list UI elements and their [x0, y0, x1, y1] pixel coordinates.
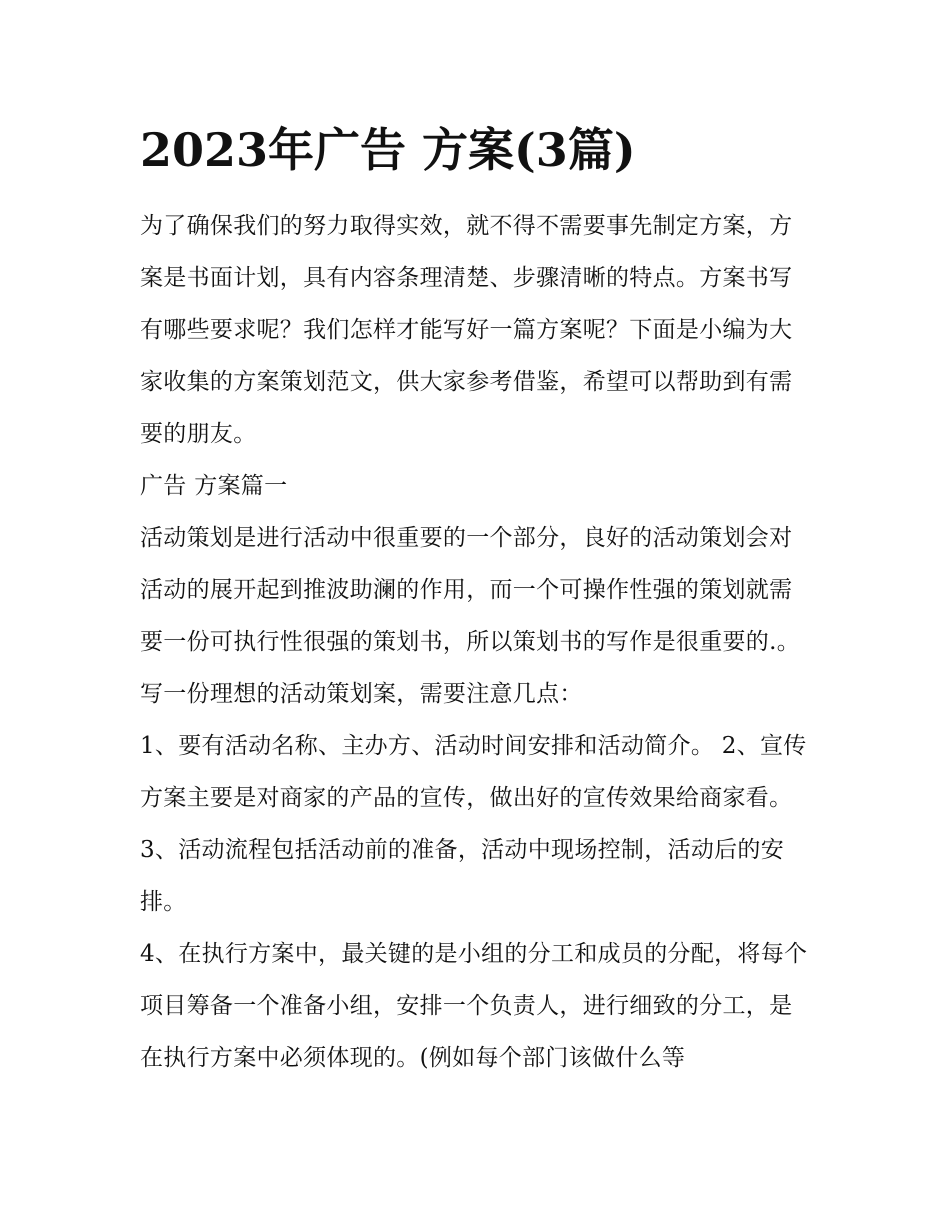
list-item-4: 4、在执行方案中，最关键的是小组的分工和成员的分配，将每个项目筹备一个准备小组，安排一个负责人，进行细致的分工，是在执行方案中必须体现的。(例如每个部门该做什么等	[140, 941, 808, 1071]
list-item-1-2: 1、要有活动名称、主办方、活动时间安排和活动简介。 2、宣传方案主要是对商家的产品的宣传，做出好的宣传效果给商家看。	[140, 733, 807, 811]
list-item-3: 3、活动流程包括活动前的准备，活动中现场控制，活动后的安排。	[140, 837, 785, 915]
intro-paragraph: 为了确保我们的努力取得实效，就不得不需要事先制定方案，方案是书面计划，具有内容条理清楚、步骤清晰的特点。方案书写有哪些要求呢？我们怎样才能写好一篇方案呢？下面是小编为大家收集的方案策划范文，供大家参考借鉴，希望可以帮助到有需要的朋友。	[140, 213, 793, 447]
section-heading: 广告 方案篇一	[140, 473, 288, 499]
document-page	[140, 118, 815, 1084]
body-paragraph: 活动策划是进行活动中很重要的一个部分，良好的活动策划会对活动的展开起到推波助澜的作用，而一个可操作性强的策划就需要一份可执行性很强的策划书，所以策划书的写作是很重要的.。写一份理想的活动策划案，需要注意几点：	[140, 525, 801, 707]
document-title: 2023年广告 方案(3篇)	[140, 123, 636, 177]
